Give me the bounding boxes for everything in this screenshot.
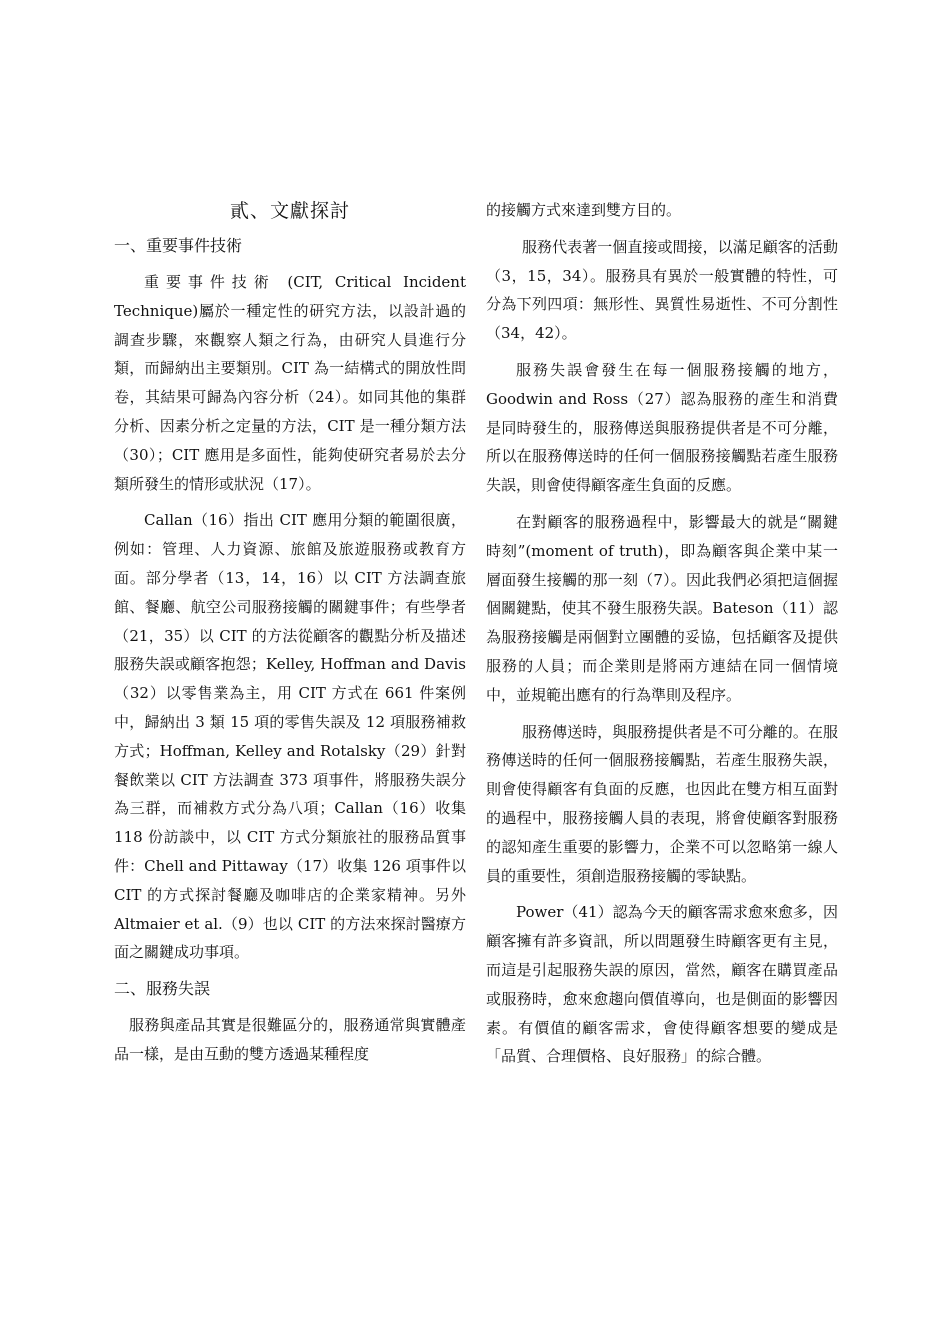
paragraph-service-delivery: 服務傳送時，與服務提供者是不可分離的。在服務傳送時的任何一個服務接觸點，若產生服務失誤，則會使得顧客有負面的反應，也因此在雙方相互面對的過程中，服務接觸人員的表現，將會使顧客對服務的認知產生重要的影響力，企業不可以忽略第一線人員的重要性，須創造服務接觸的零缺點。 [486, 722, 838, 885]
subsection-heading-cit: 一、重要事件技術 [114, 236, 243, 255]
paragraph-continuation: 的接觸方式來達到雙方目的。 [486, 201, 682, 219]
section-title: 貳、文獻探討 [229, 200, 350, 222]
paragraph-cit-applications: Callan（16）指出 CIT 應用分類的範圍很廣，例如：管理、人力資源、旅館及旅遊服務或教育方面。部分學者（13，14，16）以 CIT 方法調查旅館、餐廳、航空公司服務接觸的關鍵事件；有些學者（21，35）以 CIT 的方法從顧客的觀點分析及描述服務失誤或顧客抱怨；Kelley, Hoffman and Davis（32）以零售業為主，用 CIT 方式在 661 件案例中，歸納出 3 類 15 項的零售失誤及 12 項服務補救方式；Hoffman, Kelley and Rotalsky（29）針對餐飲業以 CIT 方法調查 373 項事件，將服務失誤分為三群，而補救方式分為八項；Callan（16）收集 118 份訪談中，以 CIT 方式分類旅社的服務品質事件：Chell and Pittaway（17）收集 126 項事件以 CIT 的方式探討餐廳及咖啡店的企業家精神。另外 Altmaier et al.（9）也以 CIT 的方法來探討醫療方面之關鍵成功事項。 [114, 511, 466, 962]
paragraph-service-definition: 服務代表著一個直接或間接，以滿足顧客的活動（3，15，34）。服務具有異於一般實體的特性，可分為下列四項：無形性、異質性易逝性、不可分割性（34，42）。 [486, 237, 838, 343]
left-column [114, 196, 466, 1077]
paragraph-customer-demand: Power（41）認為今天的顧客需求愈來愈多，因顧客擁有許多資訊，所以問題發生時顧客更有主見，而這是引起服務失誤的原因，當然，顧客在購買產品或服務時，愈來愈趨向價值導向，也是側面的影響因素。有價值的顧客需求，會使得顧客想要的變成是「品質、合理價格、良好服務」的綜合體。 [486, 903, 838, 1066]
right-column [486, 196, 838, 1079]
paragraph-cit-definition: 重要事件技術 (CIT, Critical Incident Technique)屬於一種定性的研究方法，以設計過的調查步驟，來觀察人類之行為，由研究人員進行分類，而歸納出主要類別。CIT 為一結構式的開放性問卷，其結果可歸為內容分析（24）。如同其他的集群分析、因素分析之定量的方法，CIT 是一種分類方法（30）；CIT 應用是多面性，能夠使研究者易於去分類所發生的情形或狀況（17）。 [114, 273, 466, 493]
paragraph-service-vs-product: 服務與產品其實是很難區分的，服務通常與實體產品一樣，是由互動的雙方透過某種程度 [114, 1016, 466, 1063]
paragraph-service-failure-location: 服務失誤會發生在每一個服務接觸的地方，Goodwin and Ross（27）認為服務的產生和消費是同時發生的，服務傳送與服務提供者是不可分離，所以在服務傳送時的任何一個服務接觸點若產生服務失誤，則會使得顧客產生負面的反應。 [486, 360, 838, 495]
paragraph-moment-of-truth: 在對顧客的服務過程中，影響最大的就是“關鍵時刻”(moment of truth)，即為顧客與企業中某一層面發生接觸的那一刻（7）。因此我們必須把這個握個關鍵點，使其不發生服務失誤。Bateson（11）認為服務接觸是兩個對立團體的妥協，包括顧客及提供服務的人員；而企業則是將兩方連結在同一個情境中，並規範出應有的行為準則及程序。 [486, 512, 838, 704]
subsection-heading-service-failure: 二、服務失誤 [114, 979, 211, 999]
